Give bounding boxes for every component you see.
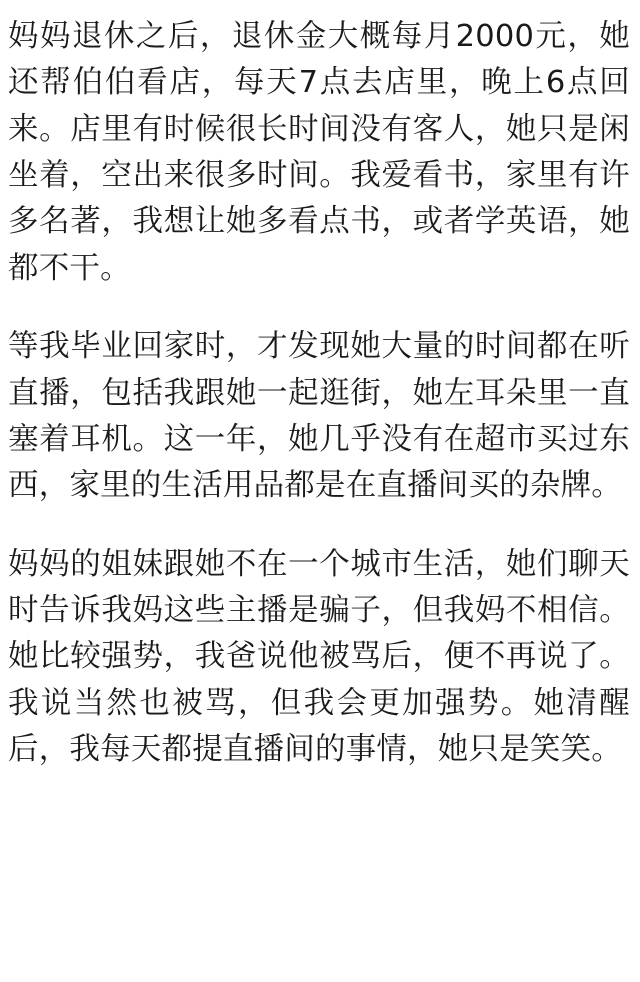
paragraph-3: 妈妈的姐妹跟她不在一个城市生活，她们聊天时告诉我妈这些主播是骗子，但我妈不相信。她比较强势，我爸说他被骂后，便不再说了。我说当然也被骂，但我会更加强势。她清醒后，我每天都提直播间的事情，她只是笑笑。 <box>8 546 630 768</box>
paragraph-1: 妈妈退休之后，退休金大概每月2000元，她还帮伯伯看店，每天7点去店里，晚上6点回来。店里有时候很长时间没有客人，她只是闲坐着，空出来很多时间。我爱看书，家里有许多名著，我想让她多看点书，或者学英语，她都不干。 <box>8 19 630 286</box>
paragraph-2: 等我毕业回家时，才发现她大量的时间都在听直播，包括我跟她一起逛街，她左耳朵里一直塞着耳机。这一年，她几乎没有在超市买过东西，家里的生活用品都是在直播间买的杂牌。 <box>8 329 630 504</box>
